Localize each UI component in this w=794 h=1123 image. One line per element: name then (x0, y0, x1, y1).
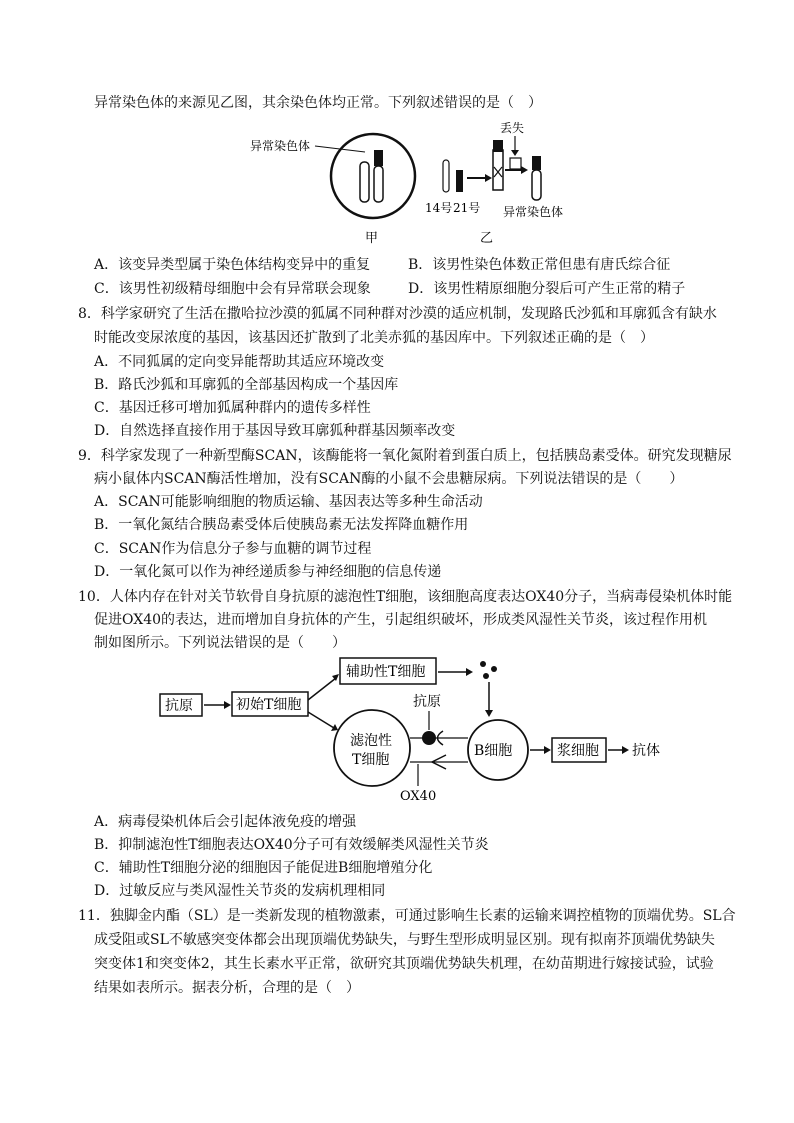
cytokine-dot-3 (483, 673, 489, 679)
arrow-naive-helper (308, 678, 336, 700)
b-cell-label: B细胞 (474, 743, 513, 759)
q10-stem-3: 制如图所示。下列说法错误的是（ ） (94, 635, 346, 651)
lost-label: 丢失 (500, 121, 525, 135)
q10-option-b: B．抑制滤泡性T细胞表达OX40分子可有效缓解类风湿性关节炎 (94, 837, 489, 853)
q9-option-c: C．SCAN作为信息分子参与血糖的调节过程 (94, 541, 372, 557)
option-b: B．该男性染色体数正常但患有唐氏综合征 (408, 257, 671, 273)
cell-circle-jia (331, 134, 415, 218)
q9-stem-1: 9．科学家发现了一种新型酶SCAN，该酶能将一氧化氮附着到蛋白质上，包括胰岛素受体。研究发现糖尿 (78, 448, 732, 464)
q10-option-c: C．辅助性T细胞分泌的细胞因子能促进B细胞增殖分化 (94, 860, 433, 876)
option-a: A．该变异类型属于染色体结构变异中的重复 (94, 257, 371, 273)
chromosome-21 (456, 170, 463, 192)
figure-yi-label: 乙 (480, 231, 494, 245)
naive-t-label: 初始T细胞 (236, 697, 302, 713)
chromosome-14-label: 14号 (425, 201, 453, 215)
lost-fragment (510, 158, 521, 169)
option-c: C．该男性初级精母细胞中会有异常联会现象 (94, 281, 371, 297)
q9-option-d: D．一氧化氮可以作为神经递质参与神经细胞的信息传递 (94, 564, 442, 580)
q8-option-b: B．路氏沙狐和耳廓狐的全部基因构成一个基因库 (94, 377, 399, 393)
q10-option-a: A．病毒侵染机体后会引起体液免疫的增强 (94, 814, 357, 830)
figure-jia-label: 甲 (365, 231, 379, 245)
fused-chromosome (493, 150, 503, 190)
q11-stem-2: 成受阻或SL不敏感突变体都会出现顶端优势缺失，与野生型形成明显区别。现有拟南芥顶端优势缺失 (94, 932, 715, 948)
antigen-top-label: 抗原 (413, 694, 441, 710)
plasma-label: 浆细胞 (557, 743, 599, 759)
q9-option-b: B．一氧化氮结合胰岛素受体后使胰岛素无法发挥降血糖作用 (94, 517, 469, 533)
q10-stem-2: 促进OX40的表达，进而增加自身抗体的产生，引起组织破坏，形成类风湿性关节炎，该过程作用机 (94, 612, 708, 628)
q8-stem-1: 8．科学家研究了生活在撒哈拉沙漠的狐属不同种群对沙漠的适应机制，发现路氏沙狐和耳廓狐含有缺水 (78, 306, 717, 322)
helper-t-label: 辅助性T细胞 (346, 664, 426, 680)
chromosome-white (360, 162, 369, 202)
chromosome-black-short (374, 150, 383, 166)
q10-stem-1: 10．人体内存在针对关节软骨自身抗原的滤泡性T细胞，该细胞高度表达OX40分子，当病毒侵染机体时能 (78, 589, 733, 605)
q11-stem-3: 突变体1和突变体2，其生长素水平正常，欲研究其顶端优势缺失机理，在幼苗期进行嫁接试验，试验 (94, 956, 714, 972)
abnormal-chromosome-label-left: 异常染色体 (250, 139, 311, 153)
option-d: D．该男性精原细胞分裂后可产生正常的精子 (408, 281, 686, 297)
abnormal-chromosome (532, 170, 541, 200)
chromosome-white-long (374, 166, 383, 202)
cytokine-dot-1 (480, 661, 486, 667)
chromosome-14 (443, 160, 449, 192)
q8-option-a: A．不同狐属的定向变异能帮助其适应环境改变 (94, 354, 385, 370)
follicular-t-label-2: T细胞 (352, 752, 390, 768)
q8-stem-2: 时能改变尿浓度的基因，该基因还扩散到了北美赤狐的基因库中。下列叙述正确的是（ ） (94, 330, 654, 346)
ox40-label: OX40 (400, 789, 437, 800)
antigen-label: 抗原 (165, 698, 193, 714)
chromosome-figure (245, 120, 665, 245)
q9-option-a: A．SCAN可能影响细胞的物质运输、基因表达等多种生命活动 (94, 494, 483, 510)
q11-stem-1: 11．独脚金内酯（SL）是一类新发现的植物激素，可通过影响生长素的运输来调控植物的顶端优势。SL合 (78, 908, 736, 924)
q10-option-d: D．过敏反应与类风湿性关节炎的发病机理相同 (94, 883, 386, 899)
chromosome-21-label: 21号 (453, 201, 481, 215)
q9-stem-2: 病小鼠体内SCAN酶活性增加，没有SCAN酶的小鼠不会患糖尿病。下列说法错误的是（ ） (94, 471, 684, 487)
q8-option-c: C．基因迁移可增加狐属种群内的遗传多样性 (94, 400, 371, 416)
cytokine-dot-2 (491, 666, 497, 672)
abnormal-chromosome-label-right: 异常染色体 (503, 205, 564, 219)
question-intro: 异常染色体的来源见乙图，其余染色体均正常。下列叙述错误的是（ ） (94, 95, 542, 111)
immune-diagram (150, 650, 710, 800)
follicular-t-label-1: 滤泡性 (350, 733, 392, 749)
q8-option-d: D．自然选择直接作用于基因导致耳廓狐种群基因频率改变 (94, 423, 456, 439)
antibody-label: 抗体 (632, 743, 660, 759)
q11-stem-4: 结果如表所示。据表分析，合理的是（ ） (94, 980, 360, 996)
arrow-naive-follicular (308, 712, 334, 728)
